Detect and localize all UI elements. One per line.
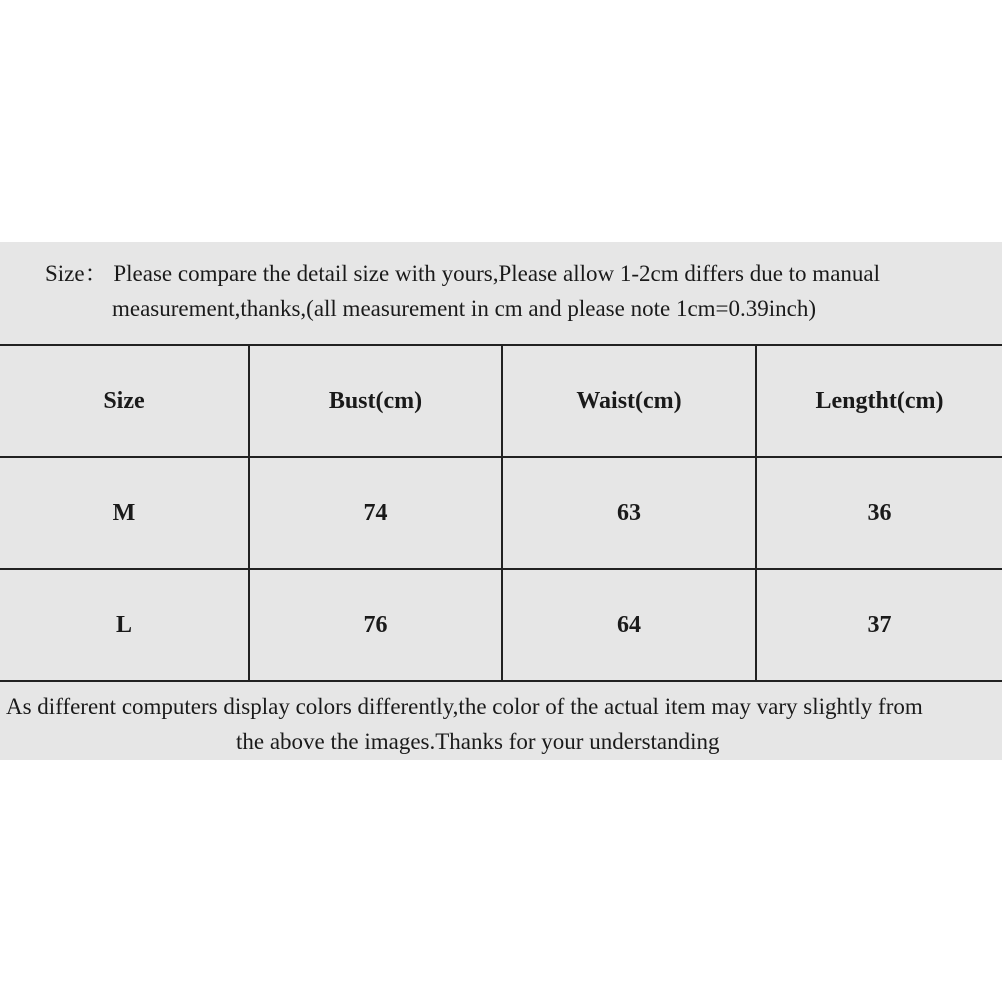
size-note-line-1: Size： Please compare the detail size with yours,Please allow 1-2cm differs due to manual bbox=[45, 261, 880, 286]
column-header-bust: Bust(cm) bbox=[249, 345, 502, 457]
color-disclaimer bbox=[0, 683, 1002, 760]
column-header-length: Lengtht(cm) bbox=[756, 345, 1002, 457]
cell-size: M bbox=[0, 457, 249, 569]
cell-bust: 76 bbox=[249, 569, 502, 681]
size-note bbox=[0, 242, 1002, 342]
column-header-size: Size bbox=[0, 345, 249, 457]
disclaimer-line-2: the above the images.Thanks for your understanding bbox=[236, 729, 720, 754]
cell-size: L bbox=[0, 569, 249, 681]
size-chart-panel bbox=[0, 242, 1002, 760]
table-row bbox=[0, 457, 1002, 569]
cell-length: 37 bbox=[756, 569, 1002, 681]
size-note-line-2: measurement,thanks,(all measurement in cm and please note 1cm=0.39inch) bbox=[112, 296, 817, 321]
disclaimer-line-1: As different computers display colors differently,the color of the actual item may vary slightly from bbox=[6, 694, 923, 719]
column-header-waist: Waist(cm) bbox=[502, 345, 756, 457]
cell-waist: 63 bbox=[502, 457, 756, 569]
cell-bust: 74 bbox=[249, 457, 502, 569]
table-header-row bbox=[0, 345, 1002, 457]
cell-waist: 64 bbox=[502, 569, 756, 681]
size-table bbox=[0, 344, 1002, 682]
table-row bbox=[0, 569, 1002, 681]
cell-length: 36 bbox=[756, 457, 1002, 569]
